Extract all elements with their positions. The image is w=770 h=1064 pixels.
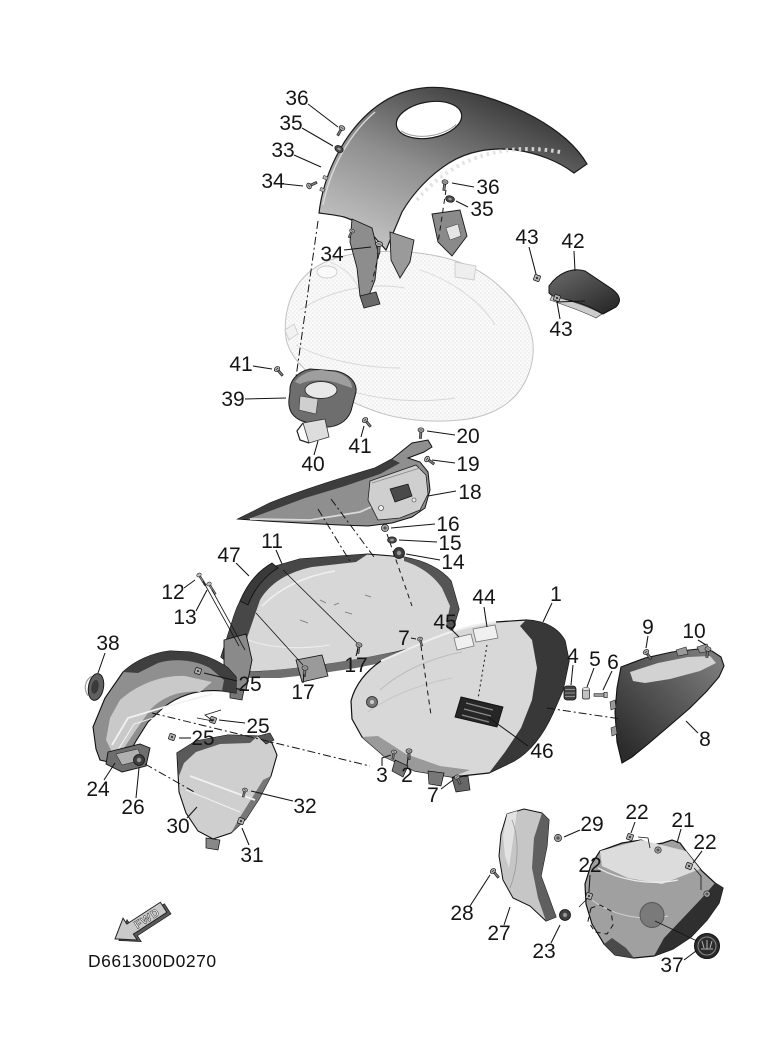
callout-7: 7	[427, 784, 439, 807]
leader-19	[432, 460, 455, 463]
screw-41-lower	[361, 416, 372, 428]
callout-17: 17	[344, 654, 368, 677]
callout-36: 36	[285, 87, 309, 110]
leader-43	[529, 247, 536, 274]
callout-28: 28	[450, 902, 474, 925]
callout-37: 37	[660, 954, 684, 977]
screw-19	[423, 455, 435, 466]
leader-42	[574, 251, 575, 271]
part-40-pad	[297, 419, 329, 443]
leader-38	[98, 653, 105, 673]
grommet-23	[560, 910, 571, 921]
callout-47: 47	[217, 544, 241, 567]
callout-12: 12	[161, 581, 185, 604]
callout-22: 22	[693, 831, 717, 854]
leader-36	[452, 183, 474, 187]
nut-29	[554, 834, 561, 841]
callout-25: 25	[191, 727, 215, 750]
callout-25: 25	[238, 673, 262, 696]
construction-line-solid	[203, 581, 239, 646]
leader-31	[242, 828, 249, 845]
diagram-code: D661300D0270	[88, 951, 217, 971]
callout-2: 2	[401, 764, 413, 787]
callout-4: 4	[567, 645, 579, 668]
callout-8: 8	[699, 728, 711, 751]
grommet-26	[134, 755, 145, 766]
leader-15	[399, 540, 437, 542]
screw-36-right	[441, 179, 448, 190]
part-42-side-cover-graphic	[549, 270, 619, 318]
nut-22-b	[704, 891, 710, 897]
callout-5: 5	[589, 648, 601, 671]
callout-20: 20	[456, 425, 480, 448]
part-37-emblem	[695, 934, 720, 959]
callout-31: 31	[240, 844, 264, 867]
clip-25-c	[168, 733, 176, 741]
construction-line-dashdot	[547, 708, 621, 719]
leader-37	[684, 951, 696, 960]
callout-7: 7	[398, 627, 410, 650]
callout-34: 34	[320, 243, 344, 266]
callout-14: 14	[441, 551, 465, 574]
leader-7	[441, 780, 453, 789]
leader-20	[427, 431, 455, 435]
callout-46: 46	[530, 740, 554, 763]
fwd-label: FWD	[132, 906, 163, 932]
leader-35	[302, 128, 333, 146]
clip-22-a	[626, 833, 634, 841]
callout-29: 29	[580, 813, 604, 836]
part-38-plug-disc	[83, 672, 106, 702]
leader-8	[686, 721, 698, 733]
part-18-cover-stay	[238, 440, 432, 526]
screw-34-left	[306, 180, 318, 190]
leader-41	[253, 366, 272, 369]
bolt-12	[196, 572, 207, 586]
callout-41: 41	[348, 435, 372, 458]
callout-25: 25	[246, 715, 270, 738]
grommet-15	[388, 537, 397, 543]
callout-44: 44	[472, 586, 496, 609]
leader-12	[184, 580, 195, 588]
nut-22-a	[655, 847, 661, 853]
screw-28	[489, 867, 500, 879]
callout-27: 27	[487, 922, 511, 945]
callout-24: 24	[86, 778, 110, 801]
callout-42: 42	[561, 230, 585, 253]
callout-30: 30	[166, 815, 190, 838]
callout-11: 11	[261, 530, 283, 553]
callout-35: 35	[470, 198, 494, 221]
damper-4	[564, 686, 576, 700]
damper-14	[394, 548, 405, 559]
nut-16	[381, 524, 388, 531]
callout-3: 3	[376, 764, 388, 787]
clip-25-b	[209, 716, 217, 724]
leader-39	[245, 398, 286, 399]
leader-13	[196, 590, 207, 611]
callout-45: 45	[433, 611, 457, 634]
callout-40: 40	[301, 453, 325, 476]
callout-9: 9	[642, 616, 654, 639]
leader-34	[284, 184, 303, 186]
callout-36: 36	[476, 176, 500, 199]
callout-41: 41	[229, 353, 253, 376]
leader-25	[219, 720, 245, 723]
callout-34: 34	[261, 170, 285, 193]
leader-16	[391, 524, 435, 528]
screw-20	[417, 428, 424, 439]
leader-18	[428, 491, 456, 496]
screw-41-upper	[273, 365, 284, 377]
bolt-6	[594, 692, 607, 697]
part-30-lower-side-cover	[177, 733, 277, 850]
callout-32: 32	[293, 795, 317, 818]
callout-13: 13	[173, 606, 197, 629]
leader-33	[294, 155, 321, 167]
callout-35: 35	[279, 112, 303, 135]
callout-16: 16	[436, 513, 460, 536]
leader-26	[136, 768, 139, 798]
callout-18: 18	[458, 481, 482, 504]
callout-23: 23	[532, 940, 556, 963]
part-27-inner-panel	[499, 809, 556, 921]
callout-19: 19	[456, 453, 480, 476]
callout-17: 17	[291, 681, 315, 704]
callout-15: 15	[438, 532, 462, 555]
callout-6: 6	[607, 651, 619, 674]
collar-5	[583, 687, 590, 699]
callout-33: 33	[271, 139, 295, 162]
callout-26: 26	[121, 796, 145, 819]
callout-22: 22	[578, 854, 602, 877]
callout-1: 1	[550, 583, 562, 606]
leader-36	[308, 104, 338, 127]
callout-39: 39	[221, 388, 245, 411]
clip-43-upper	[533, 274, 541, 282]
callout-10: 10	[682, 620, 706, 643]
bolt-13	[206, 581, 217, 595]
callout-43: 43	[515, 226, 539, 249]
leader-35	[456, 201, 468, 207]
construction-line-solid	[197, 710, 221, 721]
callout-43: 43	[549, 318, 573, 341]
part-39-filler-surround	[289, 369, 356, 427]
leader-29	[564, 830, 580, 837]
callout-22: 22	[625, 801, 649, 824]
grommet-35-right	[445, 195, 455, 204]
fwd-arrow	[108, 895, 175, 953]
callout-21: 21	[671, 809, 695, 832]
callout-38: 38	[96, 632, 120, 655]
leader-4	[571, 665, 573, 685]
